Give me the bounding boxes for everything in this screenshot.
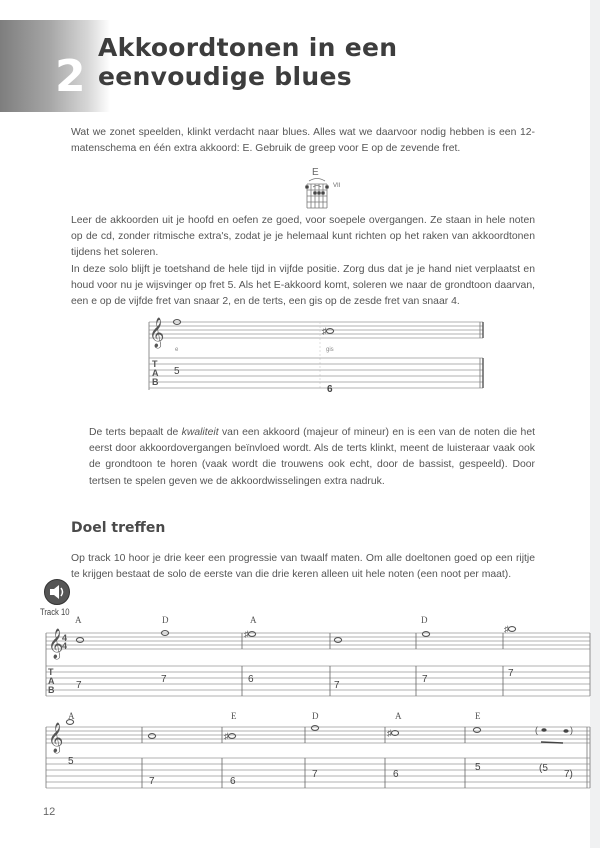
tab-fret-number: 7 bbox=[149, 776, 155, 787]
tab-fret-number: 6 bbox=[248, 674, 254, 685]
tab-fret-number: 7 bbox=[334, 680, 340, 691]
track-intro-paragraph: Op track 10 hoor je drie keer een progressie van twaalf maten. Om alle doeltonen goed op een rijtje te krijgen bestaat de solo de eerste van die drie keren alleen uit hele noten (een noot per maat). bbox=[71, 553, 535, 581]
sharp-icon: ♯ bbox=[504, 624, 509, 634]
tab-fret-number: 7 bbox=[312, 769, 318, 780]
tab-fret-number: 5 bbox=[68, 756, 74, 767]
sharp-icon: ♯ bbox=[387, 728, 392, 738]
track-label: Track 10 bbox=[40, 607, 70, 617]
example1-notation bbox=[149, 317, 483, 395]
tab-fret-number: 7 bbox=[161, 674, 167, 685]
quarter-note bbox=[541, 728, 546, 732]
whole-note bbox=[248, 632, 255, 637]
chord-name: D bbox=[421, 615, 428, 625]
parenthesis: ( bbox=[535, 725, 538, 735]
whole-note bbox=[76, 638, 83, 643]
chord-name: D bbox=[162, 615, 169, 625]
position-paragraph: In deze solo blijft je toetshand de hele tijd in vijfde positie. Zorg dus dat je je hand niet verplaatst en houd voor nu je wijsvinger op fret 5. Als het E-akkoord komt, soleren we naar de grondtoon daarvan, een e op de vijfde fret van snaar 2, en de terts, een gis op de zesde fret van snaar 4. bbox=[71, 264, 535, 308]
tab-fret-number: 5 bbox=[475, 762, 481, 773]
chord-name: A bbox=[68, 711, 75, 721]
chord-name: A bbox=[395, 711, 402, 721]
chord-name: E bbox=[475, 711, 481, 721]
time-signature: 4 bbox=[62, 641, 68, 651]
terts-note-paragraph: De terts bepaalt de kwaliteit van een akkoord (majeur of mineur) en is een van de noten die het eerst door akkoordovergangen beïnvloed wordt. Als de terts klinkt, meent de luisteraar vaak ook de grondtoon te horen (vaak wordt die trouwens ook echt, door de bassist, gespeeld). Door tertsen te spelen geven we de akkoordwisselingen extra nadruk. bbox=[89, 427, 536, 487]
example2-notation bbox=[46, 615, 590, 788]
practice-paragraph: Leer de akkoorden uit je hoofd en oefen ze goed, voor soepele overgangen. Ze staan in hele noten op de cd, zonder ritmische extra's, zodat je je helemaal kunt richten op het raken van akkoordtonen tijdens het soleren. bbox=[71, 215, 535, 259]
tab-fret-number: 7 bbox=[76, 680, 82, 691]
chapter-number: 2 bbox=[55, 51, 86, 102]
whole-note bbox=[228, 734, 235, 739]
chord-finger-dot bbox=[317, 191, 320, 194]
tab-label: T bbox=[152, 359, 158, 369]
page-number: 12 bbox=[43, 806, 56, 818]
chord-name: A bbox=[250, 615, 257, 625]
treble-clef-icon: 𝄞 bbox=[48, 723, 64, 753]
note-annotation: gis bbox=[326, 347, 334, 353]
title-line-1: Akkoordtonen in een bbox=[98, 33, 398, 62]
tab-label: B bbox=[48, 685, 55, 695]
tab-label: T bbox=[48, 667, 54, 677]
chord-name: D bbox=[312, 711, 319, 721]
slide-line bbox=[541, 742, 563, 743]
tab-fret-number: 7) bbox=[564, 769, 573, 780]
intro-paragraph: Wat we zonet speelden, klinkt verdacht naar blues. Alles wat we daarvoor nodig hebben is een 12-matenschema en één extra akkoord: E. Gebruik de greep voor E op de zevende fret. bbox=[71, 127, 535, 155]
treble-clef-icon: 𝄞 bbox=[48, 629, 64, 659]
chord-name: E bbox=[231, 711, 237, 721]
tab-label: A bbox=[152, 368, 159, 378]
quarter-note bbox=[563, 729, 568, 733]
whole-note bbox=[326, 329, 333, 334]
chord-diagram-name: E bbox=[312, 167, 319, 178]
chord-name: A bbox=[75, 615, 82, 625]
tab-fret-number: 6 bbox=[393, 769, 399, 780]
whole-note bbox=[422, 632, 429, 637]
tab-fret-number: 7 bbox=[508, 668, 514, 679]
chord-finger-dot bbox=[325, 185, 328, 188]
time-signature: 4 bbox=[62, 633, 68, 643]
chord-finger-dot bbox=[321, 191, 324, 194]
section-heading: Doel treffen bbox=[71, 520, 166, 536]
parenthesis: ) bbox=[570, 725, 573, 735]
sharp-icon: ♯ bbox=[244, 629, 249, 639]
whole-note bbox=[334, 638, 341, 643]
tab-fret-number: 6 bbox=[327, 384, 333, 395]
note-annotation: e bbox=[175, 347, 179, 353]
treble-clef-icon: 𝄞 bbox=[149, 318, 165, 348]
chord-diagram-fret: VII bbox=[333, 183, 341, 189]
sharp-icon: ♯ bbox=[322, 326, 327, 336]
sharp-icon: ♯ bbox=[224, 731, 229, 741]
whole-note bbox=[311, 726, 318, 731]
whole-note bbox=[148, 734, 155, 739]
tab-fret-number: (5 bbox=[539, 763, 548, 774]
tab-fret-number: 7 bbox=[422, 674, 428, 685]
tab-fret-number: 6 bbox=[230, 776, 236, 787]
whole-note bbox=[473, 728, 480, 733]
tab-label: A bbox=[48, 676, 55, 686]
whole-note bbox=[508, 627, 515, 632]
chord-finger-dot bbox=[305, 185, 308, 188]
tab-label: B bbox=[152, 377, 159, 387]
tab-fret-number: 5 bbox=[174, 366, 180, 377]
title-line-2: eenvoudige blues bbox=[98, 62, 352, 91]
emphasis-kwaliteit: kwaliteit bbox=[181, 427, 219, 438]
chord-finger-dot bbox=[313, 191, 316, 194]
chord-diagram bbox=[305, 179, 328, 209]
